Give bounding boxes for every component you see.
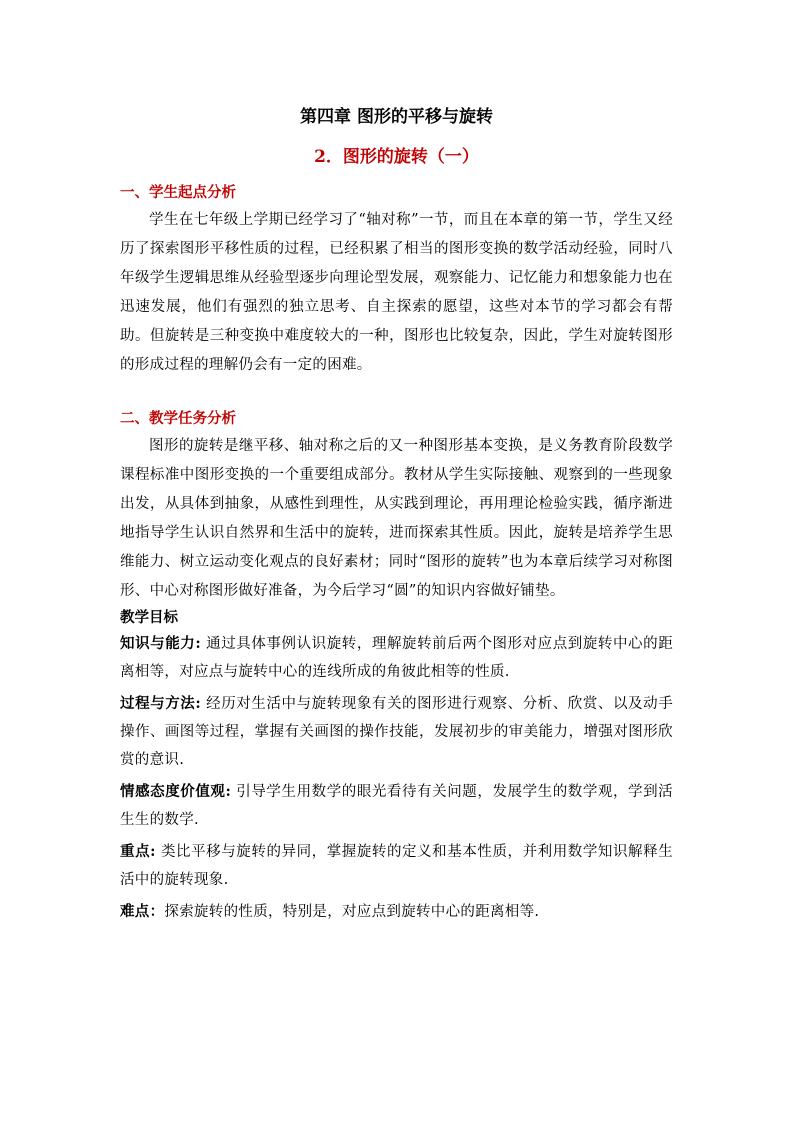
objective-text: 通过具体事例认识旋转，理解旋转前后两个图形对应点到旋转中心的距离相等，对应点与旋转中心的连线所成的角彼此相等的性质. (120, 636, 673, 680)
section-heading-student-analysis: 一、学生起点分析 (120, 184, 236, 201)
objective-process-method (120, 690, 673, 774)
objective-label: 重点: (120, 843, 156, 860)
objective-knowledge-ability (120, 630, 673, 686)
task-analysis-paragraph: 图形的旋转是继平移、轴对称之后的又一种图形基本变换，是义务教育阶段数学课程标准中图形变换的一个重要组成部分。教材从学生实际接触、观察到的一些现象出发，从具体到抽象，从感性到理性，从实践到理论，再用理论检验实践，循序渐进地指导学生认识自然界和生活中的旋转，进而探索其性质。因此，旋转是培养学生思维能力、树立运动变化观点的良好素材；同时“图形的旋转”也为本章后续学习对称图形、中心对称图形做好准备，为今后学习“圆”的知识内容做好铺垫。 (120, 438, 673, 599)
key-point (120, 838, 673, 894)
objective-label: 过程与方法: (120, 695, 201, 712)
objective-emotion-values (120, 778, 673, 834)
objectives-heading: 教学目标 (120, 609, 178, 626)
difficult-point (120, 898, 673, 926)
section-spacer (120, 380, 673, 406)
section-heading-task-analysis: 二、教学任务分析 (120, 410, 236, 427)
objective-label: 知识与能力: (120, 635, 201, 652)
document-body (120, 100, 673, 926)
student-analysis-paragraph: 学生在七年级上学期已经学习了“轴对称”一节，而且在本章的第一节，学生又经历了探索图形平移性质的过程，已经积累了相当的图形变换的数学活动经验，同时八年级学生逻辑思维从经验型逐步向理论型发展，观察能力、记忆能力和想象能力也在迅速发展，他们有强烈的独立思考、自主探索的愿望，这些对本节的学习都会有帮助。但旋转是三种变换中难度较大的一种，图形也比较复杂，因此，学生对旋转图形的形成过程的理解仍会有一定的困难。 (120, 212, 673, 373)
objective-text: 引导学生用数学的眼光看待有关问题，发展学生的数学观，学到活生生的数学. (120, 784, 673, 828)
objective-text: 经历对生活中与旋转现象有关的图形进行观察、分析、欣赏、以及动手操作、画图等过程，掌握有关画图的操作技能，发展初步的审美能力，增强对图形欣赏的意识. (120, 696, 673, 768)
objective-label: 难点： (120, 903, 165, 920)
lesson-subtitle: 2．图形的旋转（一） (314, 147, 479, 167)
chapter-title: 第四章 图形的平移与旋转 (300, 107, 493, 127)
objective-label: 情感态度价值观: (120, 783, 232, 800)
objective-text: 探索旋转的性质，特别是，对应点到旋转中心的距离相等. (164, 904, 540, 920)
objective-text: 类比平移与旋转的异同，掌握旋转的定义和基本性质，并利用数学知识解释生活中的旋转现象. (120, 844, 673, 888)
